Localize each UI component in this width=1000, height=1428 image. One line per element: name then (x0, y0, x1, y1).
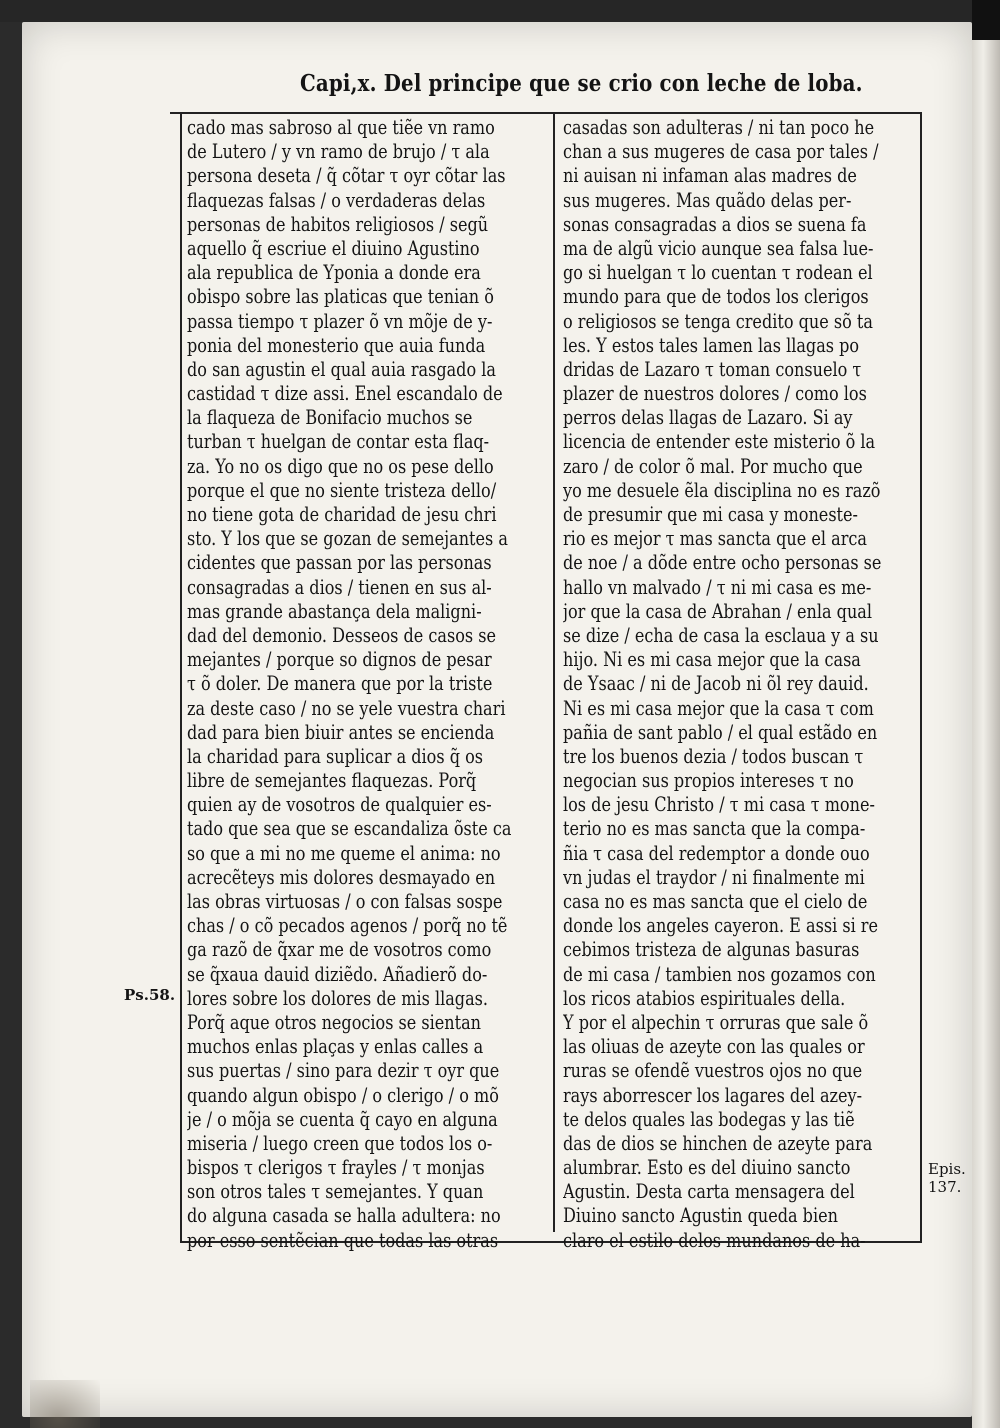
text-line (563, 842, 915, 866)
text-line-content: Ni es mi casa mejor que la casa τ com (563, 696, 874, 720)
text-line-content: rays aborrescer los lagares del azey- (563, 1083, 863, 1107)
text-line-content: casa no es mas sancta que el cielo de (563, 890, 868, 913)
text-line-content: vn judas el traydor / ni finalmente mi (563, 865, 865, 889)
text-line (563, 382, 915, 406)
text-line (563, 551, 915, 575)
text-line (563, 624, 915, 648)
scan-background-top (0, 0, 1000, 22)
text-line-content: zaro / de color õ mal. Por mucho que (563, 454, 863, 478)
text-line (563, 1156, 915, 1180)
text-line-content: do san agustin el qual auia rasgado la (187, 357, 496, 381)
text-line-content: Agustin. Desta carta mensagera del (563, 1180, 855, 1204)
text-line (563, 527, 915, 551)
text-line-content: Porq̃ aque otros negocios se sientan (187, 1010, 482, 1034)
text-line-content: Diuino sancto Agustin queda bien (563, 1204, 838, 1228)
text-line-content: tre los buenos dezia / todos buscan τ (563, 744, 864, 768)
marginal-note-epistle-line1: Epis. (928, 1160, 966, 1178)
text-line-content: alumbrar. Esto es del diuino sancto (563, 1156, 851, 1180)
text-line-content: cebimos tristeza de algunas basuras (563, 938, 860, 962)
text-line (563, 261, 915, 285)
text-line-content: la flaqueza de Bonifacio muchos se (187, 406, 473, 430)
text-line-content: personas de habitos religiosos / segũ (187, 212, 489, 236)
text-line-content: de Lutero / y vn ramo de brujo / τ ala (187, 140, 490, 164)
text-line-content: dad del demonio. Desseos de casos se (187, 623, 497, 647)
text-line-content: go si huelgan τ lo cuentan τ rodean el (563, 261, 873, 285)
text-line (187, 672, 549, 696)
text-line (563, 914, 915, 938)
text-line (187, 455, 549, 479)
column-divider (553, 112, 555, 1232)
text-line (187, 890, 549, 914)
text-line (187, 914, 549, 938)
text-line (563, 1108, 915, 1132)
text-line-content: turban τ huelgan de contar esta flaq- (187, 430, 490, 454)
text-line-content: no tiene gota de charidad de jesu chri (187, 503, 497, 526)
text-line-content: por esso sentẽcian que todas las otras (187, 1228, 499, 1252)
text-line (187, 1035, 549, 1059)
text-line-content: las oliuas de azeyte con las quales or (563, 1035, 865, 1059)
text-column-right (563, 116, 915, 1253)
text-line-content: negocian sus propios intereses τ no (563, 769, 854, 793)
text-line-content: libre de semejantes flaquezas. Porq̃ (187, 769, 477, 793)
text-line-content: perros delas llagas de Lazaro. Si ay (563, 406, 853, 430)
text-line (187, 527, 549, 551)
text-line (187, 1084, 549, 1108)
text-line (563, 1229, 915, 1253)
text-line-content: ruras se ofendẽ vuestros ojos no que (563, 1059, 863, 1083)
text-line-content: licencia de entender este misterio õ la (563, 430, 876, 454)
text-line (563, 285, 915, 309)
text-line-content: los de jesu Christo / τ mi casa τ mone- (563, 793, 875, 817)
text-line (187, 697, 549, 721)
marginal-note-psalm: Ps.58. (124, 986, 176, 1004)
text-line (187, 164, 549, 188)
text-line-content: sus puertas / sino para dezir τ oyr que (187, 1059, 500, 1083)
text-line (187, 479, 549, 503)
chapter-title: Capi,x. Del principe que se crio con leche de loba. (300, 70, 863, 97)
text-line-content: castidad τ dize assi. Enel escandalo de (187, 382, 503, 406)
text-line-content: chas / o cõ pecados agenos / porq̃ no tẽ (187, 914, 508, 938)
text-line (563, 310, 915, 334)
running-header (300, 70, 863, 97)
text-line-content: Y por el alpechin τ orruras que sale õ (563, 1010, 869, 1034)
text-line-content: mundo para que de todos los clerigos (563, 285, 869, 309)
text-line-content: cidentes que passan por las personas (187, 551, 492, 575)
text-line (563, 745, 915, 769)
text-line (563, 503, 915, 527)
text-line (563, 721, 915, 745)
text-line-content: lores sobre los dolores de mis llagas. (187, 986, 489, 1010)
scan-corner (972, 0, 1000, 40)
text-line-content: aquello q̃ escriue el diuino Agustino (187, 236, 480, 260)
text-line (187, 987, 549, 1011)
text-line-content: les. Y estos tales lamen las llagas po (563, 333, 860, 357)
text-line (187, 721, 549, 745)
text-line-content: quien ay de vosotros de qualquier es- (187, 793, 492, 817)
text-line-content: mejantes / porque so dignos de pesar (187, 648, 492, 672)
text-line (563, 1059, 915, 1083)
thumb-shadow (30, 1380, 100, 1428)
text-line (187, 769, 549, 793)
text-line (187, 116, 549, 140)
text-line-content: yo me desuele ẽla disciplina no es razõ (563, 478, 881, 502)
text-line-content: za. Yo no os digo que no os pese dello (187, 454, 494, 478)
text-line (563, 769, 915, 793)
text-line-content: jor que la casa de Abrahan / enla qual (563, 599, 873, 623)
text-line-content: terio no es mas sancta que la compa- (563, 817, 866, 841)
text-line-content: pañia de sant pablo / el qual estãdo en (563, 720, 878, 744)
text-line (187, 745, 549, 769)
text-line-content: de noe / a dõde entre ocho personas se (563, 551, 882, 575)
text-line (187, 551, 549, 575)
text-line (563, 987, 915, 1011)
text-line (187, 1108, 549, 1132)
text-line (187, 1156, 549, 1180)
text-line-content: acrecẽteys mis dolores desmayado en (187, 865, 496, 889)
text-line-content: plazer de nuestros dolores / como los (563, 382, 867, 406)
text-line-content: las obras virtuosas / o con falsas sospe (187, 890, 503, 913)
text-line-content: dad para bien biuir antes se encienda (187, 720, 495, 744)
text-line-content: los ricos atabios espirituales della. (563, 986, 846, 1010)
text-column-left (187, 116, 549, 1253)
text-line-content: passa tiempo τ plazer õ vn mõje de y- (187, 309, 493, 333)
text-line-content: de presumir que mi casa y moneste- (563, 503, 858, 526)
text-line (187, 140, 549, 164)
page-edge (972, 0, 1000, 1428)
text-line-content: quando algun obispo / o clerigo / o mõ (187, 1083, 499, 1107)
text-line (187, 261, 549, 285)
text-line-content: za deste caso / no se yele vuestra chari (187, 696, 506, 720)
text-line-content: muchos enlas plaças y enlas calles a (187, 1035, 484, 1059)
text-line (187, 1011, 549, 1035)
text-line (563, 1011, 915, 1035)
text-line (563, 697, 915, 721)
text-line (187, 648, 549, 672)
text-line (563, 140, 915, 164)
text-line-content: hallo vn malvado / τ ni mi casa es me- (563, 575, 872, 599)
text-line-content: persona deseta / q̃ cõtar τ oyr cõtar las (187, 164, 506, 188)
marginal-note-epistle (928, 1160, 966, 1196)
text-line (187, 817, 549, 841)
text-line-content: τ õ doler. De manera que por la triste (187, 672, 493, 696)
text-line-content: se q̃xaua dauid diziẽdo. Añadierõ do- (187, 962, 488, 986)
text-line (187, 842, 549, 866)
text-line (563, 213, 915, 237)
text-line-content: hijo. Ni es mi casa mejor que la casa (563, 648, 861, 672)
text-line (187, 600, 549, 624)
text-line-content: consagradas a dios / tienen en sus al- (187, 575, 492, 599)
text-line-content: ma de algũ vicio aunque sea falsa lue- (563, 236, 874, 260)
text-line-content: so que a mi no me queme el anima: no (187, 841, 501, 865)
text-line-content: flaquezas falsas / o verdaderas delas (187, 188, 486, 212)
text-line-content: ni auisan ni infaman alas madres de (563, 164, 857, 188)
text-line-content: tado que sea que se escandaliza õste ca (187, 817, 512, 841)
text-line-content: chan a sus mugeres de casa por tales / (563, 140, 879, 164)
text-line (563, 1132, 915, 1156)
text-line (563, 648, 915, 672)
text-line (563, 1035, 915, 1059)
text-line-content: bispos τ clerigos τ frayles / τ monjas (187, 1156, 485, 1180)
text-line-content: do alguna casada se halla adultera: no (187, 1204, 501, 1228)
text-line (187, 358, 549, 382)
text-line (187, 1059, 549, 1083)
text-line (187, 1204, 549, 1228)
text-line (563, 672, 915, 696)
text-line (187, 576, 549, 600)
text-line-content: te delos quales las bodegas y las tiẽ (563, 1107, 855, 1131)
text-line-content: cado mas sabroso al que tiẽe vn ramo (187, 116, 495, 139)
text-line-content: donde los angeles cayeron. E assi si re (563, 914, 879, 938)
text-line (563, 866, 915, 890)
text-line (187, 310, 549, 334)
text-line (563, 793, 915, 817)
text-line-content: mas grande abastança dela maligni- (187, 599, 482, 623)
text-line (563, 963, 915, 987)
text-line (187, 1180, 549, 1204)
text-line-content: je / o mõja se cuenta q̃ cayo en alguna (187, 1107, 498, 1131)
text-line-content: sto. Y los que se gozan de semejantes a (187, 527, 508, 551)
text-line (187, 213, 549, 237)
text-line (187, 430, 549, 454)
text-line-content: claro el estilo delos mundanos de ha- (563, 1228, 866, 1252)
text-line (187, 189, 549, 213)
text-line-content: casadas son adulteras / ni tan poco he (563, 116, 875, 139)
text-line-content: ñia τ casa del redemptor a donde ouo (563, 841, 870, 865)
text-line-content: miseria / luego creen que todos los o- (187, 1131, 493, 1155)
text-line-content: dridas de Lazaro τ toman consuelo τ (563, 357, 862, 381)
text-line-content: ga razõ de q̃xar me de vosotros como (187, 938, 492, 962)
text-line-content: sonas consagradas a dios se suena fa (563, 212, 867, 236)
marginal-note-epistle-line2: 137. (928, 1178, 962, 1196)
text-line (187, 866, 549, 890)
text-line (187, 237, 549, 261)
text-line (563, 430, 915, 454)
text-line-content: ala republica de Yponia a donde era (187, 261, 481, 285)
text-line-content: sus mugeres. Mas quãdo delas per- (563, 188, 852, 212)
text-line-content: la charidad para suplicar a dios q̃ os (187, 744, 484, 768)
text-line (187, 1229, 549, 1253)
text-line (563, 1180, 915, 1204)
text-line (187, 406, 549, 430)
text-line-content: ponia del monesterio que auia funda (187, 333, 486, 357)
header-rule (170, 112, 920, 114)
text-line-content: de Ysaac / ni de Jacob ni õl rey dauid. (563, 672, 869, 696)
text-line (563, 455, 915, 479)
text-line (187, 382, 549, 406)
text-line (563, 334, 915, 358)
text-line (563, 1084, 915, 1108)
text-line-content: de mi casa / tambien nos gozamos con (563, 962, 876, 986)
text-line-content: o religiosos se tenga credito que sõ ta (563, 309, 873, 333)
text-line (187, 624, 549, 648)
text-line-content: obispo sobre las platicas que tenian õ (187, 285, 494, 309)
text-line-content: son otros tales τ semejantes. Y quan (187, 1180, 484, 1204)
text-line (187, 963, 549, 987)
text-line-content: porque el que no siente tristeza dello/ (187, 478, 497, 502)
text-line (563, 406, 915, 430)
text-line (563, 358, 915, 382)
text-line (563, 116, 915, 140)
text-line (187, 938, 549, 962)
text-line (563, 237, 915, 261)
text-line-content: rio es mejor τ mas sancta que el arca (563, 527, 867, 551)
text-line (187, 334, 549, 358)
text-line (563, 890, 915, 914)
text-line-content: das de dios se hinchen de azeyte para (563, 1131, 873, 1155)
text-line (187, 285, 549, 309)
frame-right-rule (920, 112, 922, 1242)
text-line (563, 938, 915, 962)
text-line (563, 164, 915, 188)
text-line-content: se dize / echa de casa la esclaua y a su (563, 623, 879, 647)
text-line (563, 576, 915, 600)
text-line (563, 479, 915, 503)
text-line (187, 793, 549, 817)
text-line (187, 503, 549, 527)
frame-left-rule (180, 112, 182, 1242)
text-line (563, 1204, 915, 1228)
text-line (563, 189, 915, 213)
text-line (563, 817, 915, 841)
text-line (187, 1132, 549, 1156)
text-line (563, 600, 915, 624)
